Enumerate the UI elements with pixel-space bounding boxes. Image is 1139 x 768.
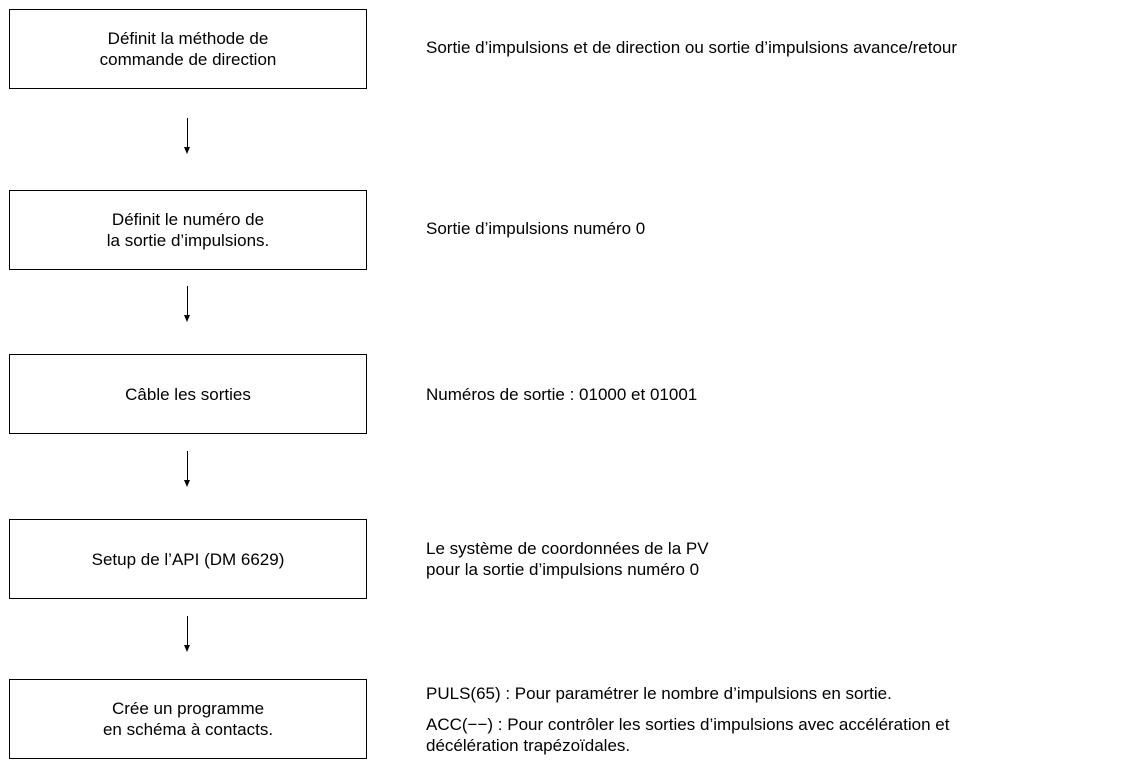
step-2-box-line-1: Définit le numéro de [111, 210, 265, 229]
arrow-shaft [187, 118, 188, 148]
step-2-desc-line-1: Sortie d’impulsions numéro 0 [426, 219, 646, 238]
step-5-desc-line-3: décélération trapézoïdales. [426, 736, 631, 755]
step-4-box [9, 519, 367, 599]
arrow-head-icon [184, 147, 190, 154]
step-1-description [426, 37, 957, 58]
step-5-description [426, 683, 949, 756]
step-4-box-line-1: Setup de l’API (DM 6629) [91, 549, 285, 569]
step-1-desc-paragraph [426, 37, 957, 58]
step-4-desc-paragraph [426, 538, 709, 580]
arrow-head-icon [184, 480, 190, 487]
arrow-head-icon [184, 645, 190, 652]
step-1-box [9, 9, 367, 89]
step-5-desc-line-1: PULS(65) : Pour paramétrer le nombre d’impulsions en sortie. [426, 684, 892, 703]
step-2-box [9, 190, 367, 270]
arrow-shaft [187, 451, 188, 481]
flow-arrow-1-to-2 [183, 118, 193, 154]
step-5-desc-line-2: ACC(−−) : Pour contrôler les sorties d’impulsions avec accélération et [426, 715, 950, 734]
step-4-desc-line-2: pour la sortie d’impulsions numéro 0 [426, 560, 700, 579]
step-1-desc-line-1: Sortie d’impulsions et de direction ou sortie d’impulsions avance/retour [426, 38, 958, 57]
step-3-description [426, 384, 697, 405]
step-4-description [426, 538, 709, 580]
step-2-desc-paragraph [426, 218, 645, 239]
step-3-box-line-1: Câble les sorties [125, 384, 251, 404]
step-3-desc-paragraph [426, 384, 697, 405]
step-3-desc-line-1: Numéros de sortie : 01000 et 01001 [426, 385, 698, 404]
flow-arrow-2-to-3 [183, 286, 193, 322]
step-5-box [9, 679, 367, 759]
step-5-desc-paragraph-1 [426, 683, 949, 704]
step-2-description [426, 218, 645, 239]
arrow-shaft [187, 616, 188, 646]
arrow-head-icon [184, 315, 190, 322]
arrow-shaft [187, 286, 188, 316]
step-4-desc-line-1: Le système de coordonnées de la PV [426, 539, 709, 558]
flow-arrow-4-to-5 [183, 616, 193, 652]
step-1-box-line-2: commande de direction [99, 50, 277, 69]
step-5-desc-paragraph-2 [426, 714, 949, 756]
step-1-box-line-1: Définit la méthode de [107, 29, 269, 48]
flow-arrow-3-to-4 [183, 451, 193, 487]
step-3-box [9, 354, 367, 434]
step-5-box-line-2: en schéma à contacts. [102, 720, 274, 739]
step-5-box-line-1: Crée un programme [111, 699, 265, 718]
step-2-box-line-2: la sortie d’impulsions. [106, 231, 270, 250]
